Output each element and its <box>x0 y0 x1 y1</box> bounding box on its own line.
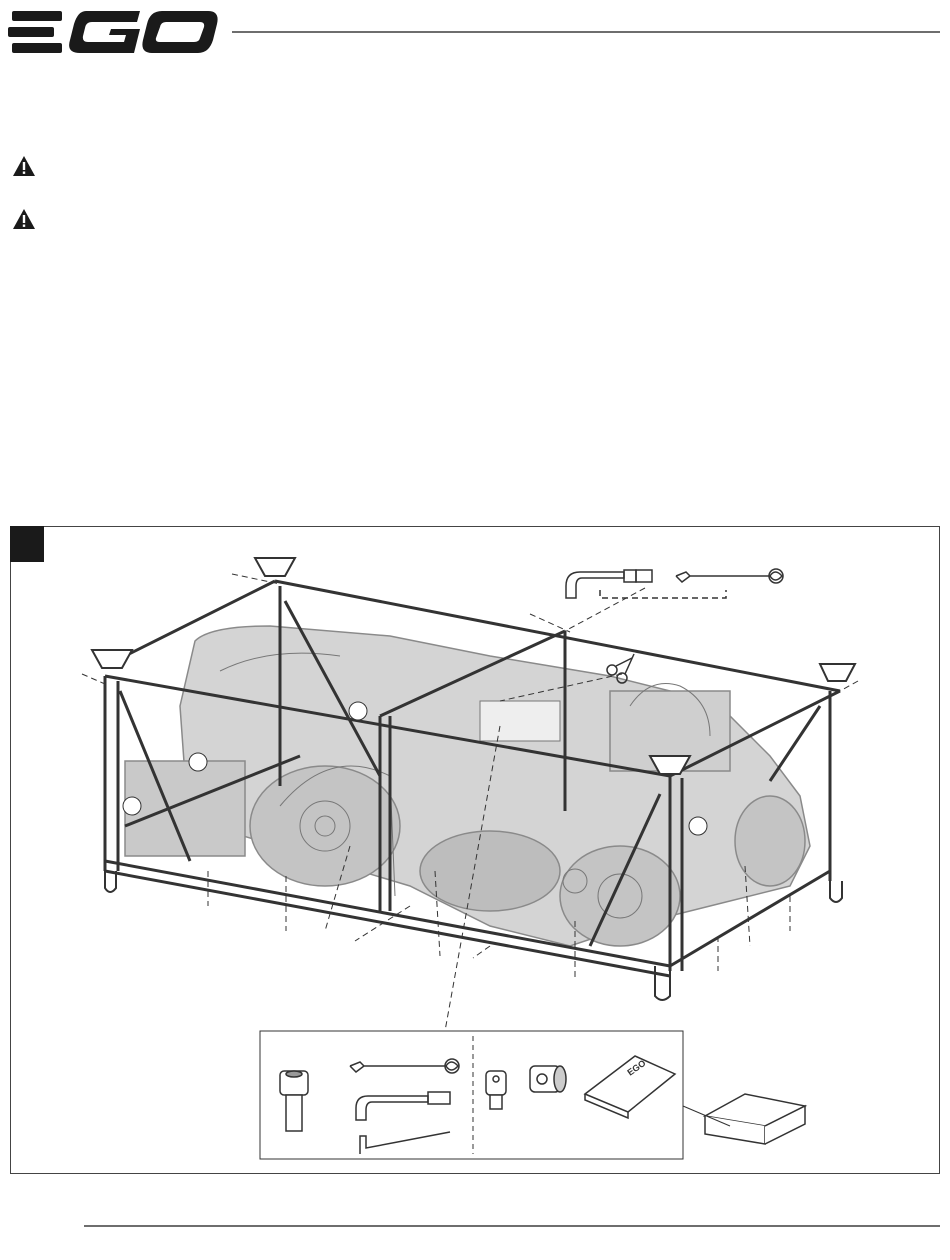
crate-illustration <box>10 526 940 1174</box>
top-tools <box>566 569 783 598</box>
combination-wrench-icon <box>676 572 782 582</box>
ego-logo <box>8 8 218 56</box>
svg-text:EGO: EGO <box>625 1057 648 1078</box>
header-rule <box>232 31 940 33</box>
socket-wrench-icon <box>566 572 624 598</box>
foam-pad-icon <box>705 1094 805 1144</box>
footer-rule <box>84 1225 940 1227</box>
warning-triangle-icon <box>12 155 36 177</box>
knob-icon <box>530 1066 566 1092</box>
warning-triangle-icon <box>12 208 36 230</box>
parts-box <box>260 1031 683 1159</box>
